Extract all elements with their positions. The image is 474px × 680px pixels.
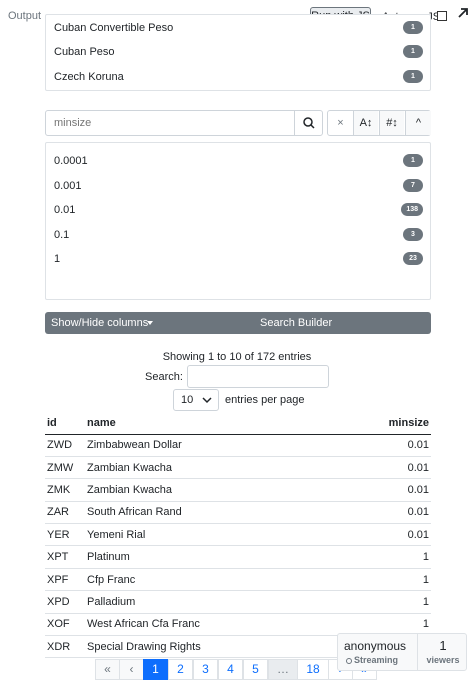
caret-down-icon [147,321,153,325]
pane-row[interactable] [54,201,423,221]
cell-minsize: 1 [355,591,431,613]
table-row [45,434,431,456]
cell-minsize: 1 [355,546,431,568]
cell-name: South African Rand [85,501,355,523]
cell-name: Yemeni Rial [85,524,355,546]
page-button-4[interactable]: 4 [218,659,243,680]
datatable-buttons-bar [45,312,431,334]
table-header-row [45,412,431,434]
viewer-count: 1 [439,638,447,653]
table-search-input[interactable] [187,365,329,388]
count-badge: 1 [403,154,423,167]
pane-search-button[interactable] [294,111,322,135]
chevron-down-icon [202,395,212,405]
cell-minsize: 1 [355,568,431,590]
cell-id: YER [45,524,85,546]
pane-row-label: 1 [54,253,61,265]
pane-row[interactable] [54,152,423,172]
pane-row-label: Cuban Convertible Peso [54,22,174,34]
count-badge: 7 [403,179,423,192]
streaming-label: Streaming [354,655,399,665]
count-badge: 1 [403,70,423,83]
data-table [45,412,431,658]
viewers-label: viewers [426,655,460,665]
pane-row[interactable] [54,68,423,88]
pane-row-label: 0.001 [54,180,82,192]
autorun-checkbox[interactable] [437,11,447,21]
page-button-5[interactable]: 5 [243,659,268,680]
pane-row[interactable] [54,250,423,270]
cell-minsize: 0.01 [355,524,431,546]
viewer-presence [337,633,467,671]
pane-row[interactable] [54,226,423,246]
pane-row-label: Cuban Peso [54,46,115,58]
sort-alpha-button[interactable]: A↕ [353,111,378,135]
prev-page-button[interactable]: ‹ [119,659,144,680]
cell-id: XPT [45,546,85,568]
minsize-search-input[interactable] [52,115,292,131]
count-badge: 1 [403,45,423,58]
cell-name: Zimbabwean Dollar [85,434,355,456]
column-header-name[interactable]: name [85,412,355,434]
page-button-2[interactable]: 2 [168,659,193,680]
column-header-id[interactable]: id [45,412,85,434]
cell-minsize: 0.01 [355,501,431,523]
pane-row-label: 0.01 [54,204,76,216]
pane-row[interactable] [54,177,423,197]
pane-row-label: Czech Koruna [54,71,124,83]
search-builder-button[interactable]: Search Builder [260,317,333,329]
table-row [45,568,431,590]
page-button-1[interactable]: 1 [143,659,168,680]
count-badge: 23 [403,252,423,265]
table-row [45,524,431,546]
count-badge: 3 [403,228,423,241]
cell-id: ZMK [45,479,85,501]
cell-name: Platinum [85,546,355,568]
table-row [45,479,431,501]
pane-row[interactable] [54,19,423,39]
page-length-value: 10 [181,394,194,406]
streaming-status [346,655,398,665]
status-dot-icon [346,658,352,664]
search-label: Search: [145,371,183,383]
page-button-last[interactable]: 18 [297,659,329,680]
cell-id: XOF [45,613,85,635]
page-button-3[interactable]: 3 [193,659,218,680]
cell-name: Palladium [85,591,355,613]
collapse-pane-button[interactable]: ^ [405,111,431,135]
pane-tools [327,110,431,136]
cell-id: ZAR [45,501,85,523]
column-header-minsize[interactable]: minsize [355,412,431,434]
search-icon [295,111,323,135]
cell-minsize: 0.01 [355,456,431,478]
entries-per-page-label: entries per page [225,394,305,406]
first-page-button[interactable]: « [95,659,120,680]
cell-id: XPD [45,591,85,613]
cell-id: XPF [45,568,85,590]
pane-row[interactable] [54,43,423,63]
user-name: anonymous [344,639,407,653]
table-info: Showing 1 to 10 of 172 entries [162,351,312,363]
cell-name: Zambian Kwacha [85,456,355,478]
pane-row-label: 0.0001 [54,155,88,167]
cell-name: Cfp Franc [85,568,355,590]
table-row [45,501,431,523]
pagination-ellipsis: … [268,659,298,680]
show-hide-columns-button[interactable]: Show/Hide columns [51,317,149,329]
cell-minsize: 1 [355,613,431,635]
clear-pane-button[interactable]: × [337,117,344,129]
cell-id: XDR [45,636,85,658]
count-badge: 1 [403,21,423,34]
cell-name: West African Cfa Franc [85,613,355,635]
cell-id: ZWD [45,434,85,456]
table-row [45,456,431,478]
currency-pane-list[interactable] [45,14,431,91]
cell-minsize: 0.01 [355,479,431,501]
sort-numeric-button[interactable]: #↕ [379,111,404,135]
table-row [45,546,431,568]
autorun-label: JS [427,11,441,23]
count-badge: 138 [401,203,423,216]
cell-id: ZMW [45,456,85,478]
output-label: Output [8,10,42,22]
minsize-pane-search [45,110,323,136]
cell-name: Special Drawing Rights [85,636,355,658]
cell-name: Zambian Kwacha [85,479,355,501]
minsize-pane-list[interactable] [45,142,431,300]
cell-minsize: 0.01 [355,434,431,456]
page-length-select[interactable] [173,389,219,411]
expand-arrow-icon[interactable] [455,5,471,21]
table-row [45,591,431,613]
pane-row-label: 0.1 [54,229,70,241]
